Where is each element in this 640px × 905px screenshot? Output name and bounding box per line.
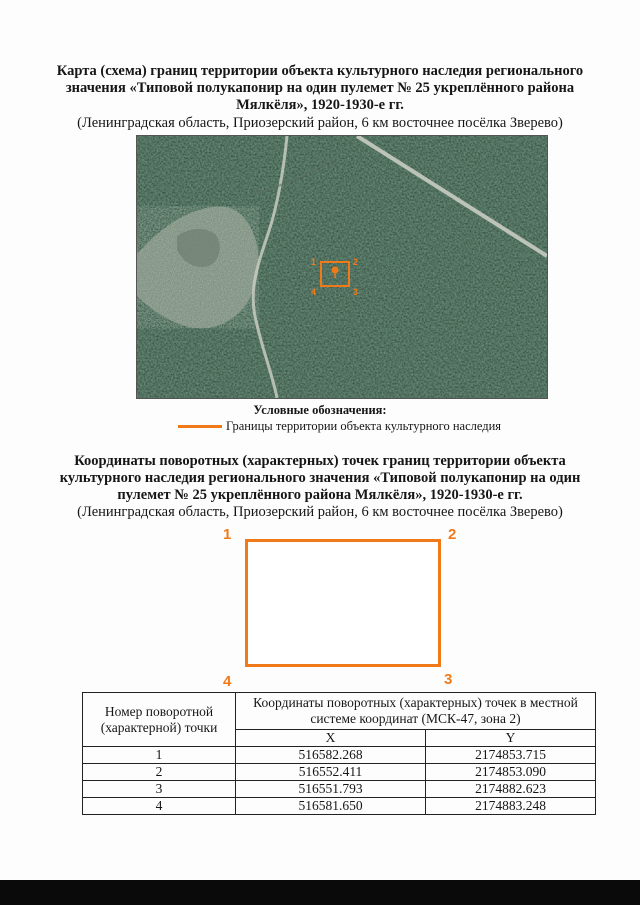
boundary-rectangle xyxy=(245,539,441,667)
point-number-cell: 1 xyxy=(83,747,236,764)
point-number-cell: 3 xyxy=(83,781,236,798)
scheme-point-3-label: 3 xyxy=(444,671,453,688)
x-column-header: X xyxy=(236,730,426,747)
table-row xyxy=(83,781,596,798)
table-row xyxy=(83,764,596,781)
legend-swatch xyxy=(178,425,222,428)
map-title: Карта (схема) границ территории объекта культурного наследия регионального значения «Типовой полукапонир на один пулемет № 25 укреплённого района Мялкёля», 1920-1930-е гг. xyxy=(56,63,584,113)
x-coordinate-cell: 516581.650 xyxy=(236,798,426,815)
scheme-point-2-label: 2 xyxy=(448,526,457,543)
legend-item-label: Границы территории объекта культурного наследия xyxy=(226,418,502,433)
coordinates-table xyxy=(82,692,595,815)
legend-item xyxy=(178,418,501,434)
map-point-2-label: 2 xyxy=(353,257,359,267)
point-number-cell: 2 xyxy=(83,764,236,781)
satellite-map-image xyxy=(137,136,547,398)
coordinates-location: (Ленинградская область, Приозерский район, 6 км восточнее посёлка Зверево) xyxy=(77,504,563,520)
map-point-3-label: 3 xyxy=(353,287,359,297)
map-point-1-label: 1 xyxy=(311,257,317,267)
point-number-cell: 4 xyxy=(83,798,236,815)
legend-heading: Условные обозначения: xyxy=(253,403,387,417)
coordinates-title: Координаты поворотных (характерных) точек границ территории объекта культурного наследия регионального значения «Типовой полукапонир на один пулемет № 25 укреплённого района Мялкёля», 1920-1930-е гг. xyxy=(59,453,581,503)
table-row xyxy=(83,798,596,815)
y-coordinate-cell: 2174883.248 xyxy=(426,798,596,815)
y-column-header: Y xyxy=(426,730,596,747)
y-coordinate-cell: 2174882.623 xyxy=(426,781,596,798)
y-coordinate-cell: 2174853.090 xyxy=(426,764,596,781)
map-location: (Ленинградская область, Приозерский район, 6 км восточнее посёлка Зверево) xyxy=(77,115,563,131)
boundary-scheme xyxy=(205,525,485,695)
x-coordinate-cell: 516552.411 xyxy=(236,764,426,781)
x-coordinate-cell: 516582.268 xyxy=(236,747,426,764)
point-number-header: Номер поворотной (характерной) точки xyxy=(83,693,236,747)
scheme-point-1-label: 1 xyxy=(223,526,232,543)
table-row xyxy=(83,747,596,764)
scheme-point-4-label: 4 xyxy=(223,673,232,690)
coordinates-header: Координаты поворотных (характерных) точек в местной системе координат (МСК-47, зона 2) xyxy=(236,693,596,730)
scan-edge xyxy=(0,880,640,905)
x-coordinate-cell: 516551.793 xyxy=(236,781,426,798)
map-point-4-label: 4 xyxy=(311,287,317,297)
satellite-map xyxy=(136,135,548,399)
y-coordinate-cell: 2174853.715 xyxy=(426,747,596,764)
